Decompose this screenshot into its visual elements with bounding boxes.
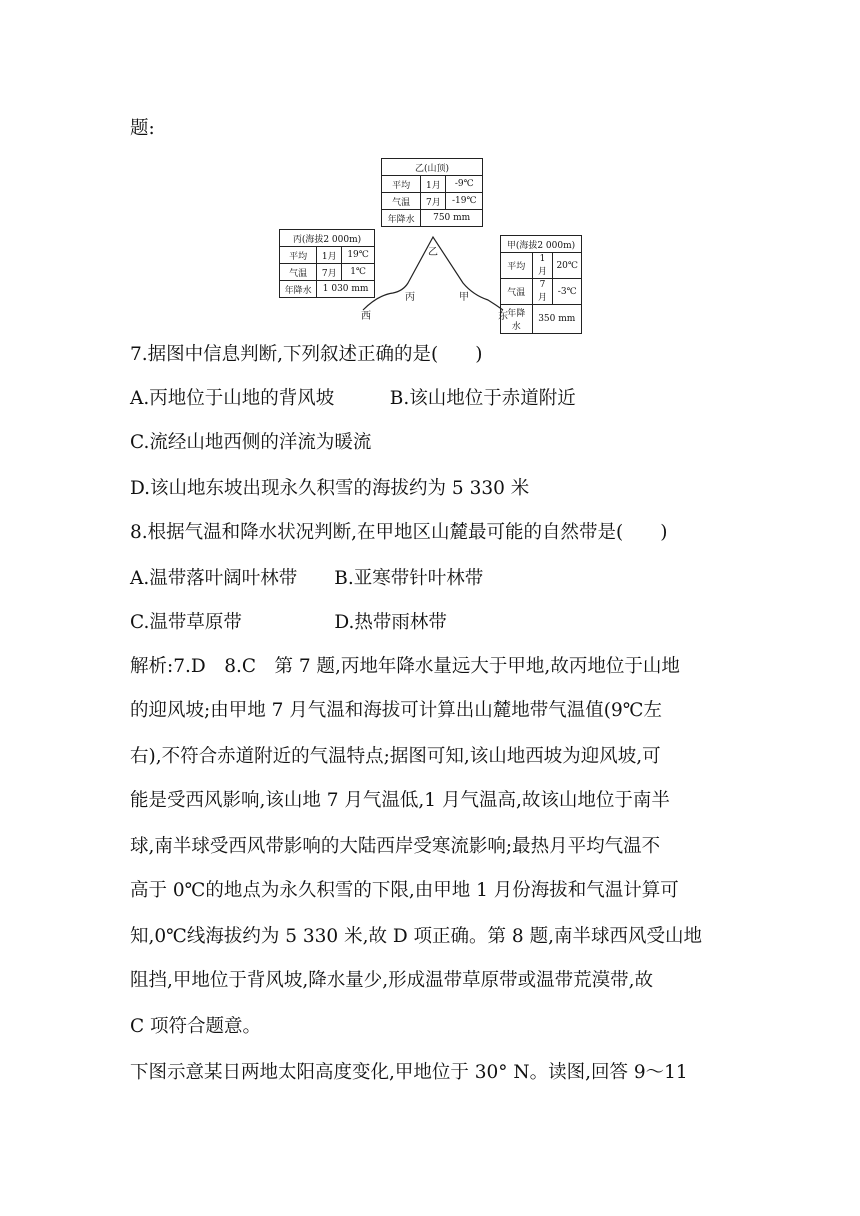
bing-point-label: 丙 xyxy=(405,292,415,303)
explanation-line: 右),不符合赤道附近的气温特点;据图可知,该山地西坡为迎风坡,可 xyxy=(130,746,661,767)
cell: 750 mm xyxy=(421,210,483,227)
explanation-line: 阻挡,甲地位于背风坡,降水量少,形成温带草原带或温带荒漠带,故 xyxy=(130,970,654,991)
cell: 气温 xyxy=(382,193,421,210)
question-8: 8.根据气温和降水状况判断,在甲地区山麓最可能的自然带是( ) xyxy=(130,522,668,543)
option-8-ab: A.温带落叶阔叶林带 B.亚寒带针叶林带 xyxy=(130,568,484,589)
jia-point-label: 甲 xyxy=(459,292,469,303)
text-line: 题: xyxy=(130,118,155,139)
west-label: 西 xyxy=(361,311,371,322)
cell: 平均 xyxy=(280,247,317,264)
cell: -19℃ xyxy=(446,193,483,210)
explanation-line: 球,南半球受西风带影响的大陆西岸受寒流影响;最热月平均气温不 xyxy=(130,836,661,857)
cell: 平均 xyxy=(382,176,421,193)
cell: 7月 xyxy=(532,279,553,305)
mountain-figure xyxy=(278,155,588,332)
explanation-line: C 项符合题意。 xyxy=(130,1016,262,1037)
cell: 19℃ xyxy=(342,247,375,264)
cell: 气温 xyxy=(501,279,533,305)
cell: -9℃ xyxy=(446,176,483,193)
option-7-d: D.该山地东坡出现永久积雪的海拔约为 5 330 米 xyxy=(130,478,530,499)
cell: 年降水 xyxy=(280,281,317,298)
cell: 年降水 xyxy=(382,210,421,227)
bing-table-title: 丙(海拔2 000m) xyxy=(280,230,375,247)
cell: -3℃ xyxy=(553,279,582,305)
cell: 1月 xyxy=(532,253,553,279)
cell: 1月 xyxy=(317,247,342,264)
peak-table-title: 乙(山顶) xyxy=(382,159,483,176)
cell: 气温 xyxy=(280,264,317,281)
cell: 1℃ xyxy=(342,264,375,281)
mountain-profile xyxy=(278,155,588,325)
cell: 20℃ xyxy=(553,253,582,279)
cell: 7月 xyxy=(421,193,446,210)
explanation-line: 高于 0℃的地点为永久积雪的下限,由甲地 1 月份海拔和气温计算可 xyxy=(130,880,679,901)
cell: 1 030 mm xyxy=(317,281,375,298)
peak-label: 乙 xyxy=(428,247,438,258)
explanation-line: 的迎风坡;由甲地 7 月气温和海拔可计算出山麓地带气温值(9℃左 xyxy=(130,700,662,721)
next-question-intro: 下图示意某日两地太阳高度变化,甲地位于 30° N。读图,回答 9～11 xyxy=(130,1062,688,1083)
option-7-c: C.流经山地西侧的洋流为暖流 xyxy=(130,432,372,453)
cell: 7月 xyxy=(317,264,342,281)
option-7-ab: A.丙地位于山地的背风坡 B.该山地位于赤道附近 xyxy=(130,388,576,409)
jia-table-title: 甲(海拔2 000m) xyxy=(501,236,582,253)
question-7: 7.据图中信息判断,下列叙述正确的是( ) xyxy=(130,344,483,365)
explanation-line: 能是受西风影响,该山地 7 月气温低,1 月气温高,故该山地位于南半 xyxy=(130,790,670,811)
cell: 平均 xyxy=(501,253,533,279)
cell: 年降水 xyxy=(501,305,533,334)
cell: 1月 xyxy=(421,176,446,193)
option-8-cd: C.温带草原带 D.热带雨林带 xyxy=(130,612,447,633)
explanation-line: 解析:7.D 8.C 第 7 题,丙地年降水量远大于甲地,故丙地位于山地 xyxy=(130,656,680,677)
cell: 350 mm xyxy=(532,305,581,334)
explanation-line: 知,0℃线海拔约为 5 330 米,故 D 项正确。第 8 题,南半球西风受山地 xyxy=(130,926,702,947)
east-label: 东 xyxy=(498,311,508,322)
